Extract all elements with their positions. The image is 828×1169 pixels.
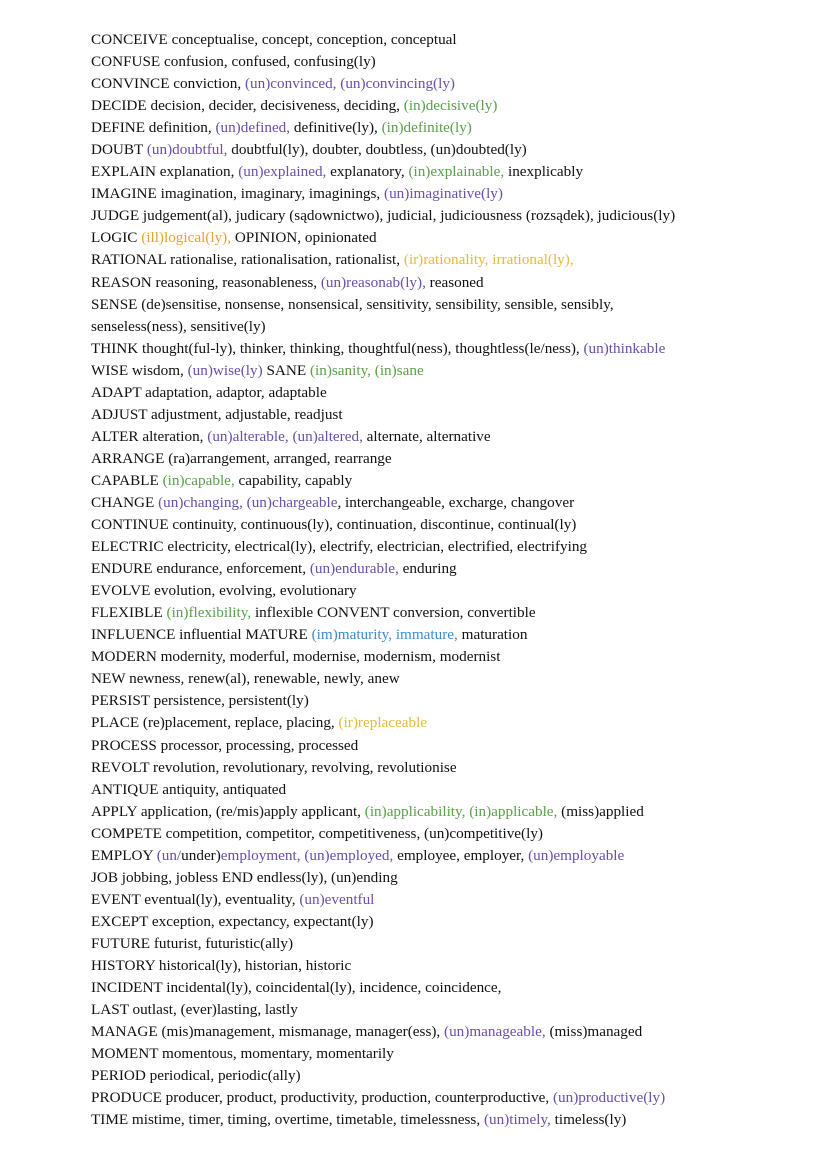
word-family-line bbox=[91, 470, 811, 492]
highlighted-word-form: (un)alterable, (un)altered, bbox=[207, 427, 363, 445]
word-family-line bbox=[91, 205, 811, 227]
word-family-list bbox=[91, 29, 811, 1131]
highlighted-word-form: (un)doubtful, bbox=[146, 141, 228, 159]
word-family-line bbox=[91, 1109, 811, 1131]
word-family-line bbox=[91, 602, 811, 624]
highlighted-word-form: (un)manageable, bbox=[444, 1023, 546, 1041]
word-family-line bbox=[91, 999, 811, 1021]
highlighted-word-form: (un)explained, bbox=[238, 163, 327, 181]
word-form-text: ALTER alteration, bbox=[91, 427, 208, 445]
word-form-text: PRODUCE producer, product, productivity, production, counterproductive, bbox=[91, 1089, 553, 1107]
word-form-text: DECIDE decision, decider, decisiveness, deciding, bbox=[91, 97, 404, 115]
highlighted-word-form: (un)reasonab(ly), bbox=[320, 273, 426, 291]
word-form-text: CONVINCE conviction, bbox=[91, 75, 245, 93]
highlighted-word-form: (un/ bbox=[156, 846, 182, 864]
word-form-text: SENSE (de)sensitise, nonsense, nonsensical, sensitivity, sensibility, sensible, sensibly, bbox=[91, 295, 614, 313]
word-form-text: SANE bbox=[262, 361, 310, 379]
highlighted-word-form: (un)wise(ly) bbox=[187, 361, 263, 379]
word-form-text: (miss)managed bbox=[545, 1023, 643, 1041]
word-family-line bbox=[91, 73, 811, 95]
word-form-text: INCIDENT incidental(ly), coincidental(ly), incidence, coincidence, bbox=[91, 979, 502, 997]
word-form-text: under) bbox=[181, 846, 221, 864]
word-form-text: MOMENT momentous, momentary, momentarily bbox=[91, 1045, 394, 1063]
highlighted-word-form: (un)thinkable bbox=[583, 339, 666, 357]
word-family-line bbox=[91, 1065, 811, 1087]
word-family-line bbox=[91, 558, 811, 580]
word-form-text: EXCEPT exception, expectancy, expectant(ly) bbox=[91, 912, 374, 930]
word-form-text: enduring bbox=[398, 560, 457, 578]
word-family-line bbox=[91, 779, 811, 801]
highlighted-word-form: (in)applicability, (in)applicable, bbox=[364, 802, 558, 820]
highlighted-word-form: (in)explainable, bbox=[408, 163, 505, 181]
word-family-line bbox=[91, 1021, 811, 1043]
word-form-text: ARRANGE (ra)arrangement, arranged, rearrange bbox=[91, 449, 392, 467]
highlighted-word-form: (un)productive(ly) bbox=[552, 1089, 666, 1107]
highlighted-word-form: (ir)rationality, irrational(ly), bbox=[403, 251, 574, 269]
word-family-line bbox=[91, 29, 811, 51]
word-form-text: timeless(ly) bbox=[550, 1111, 627, 1129]
highlighted-word-form: (un)employable bbox=[528, 846, 625, 864]
word-form-text: RATIONAL rationalise, rationalisation, rationalist, bbox=[91, 251, 404, 269]
word-family-line bbox=[91, 977, 811, 999]
word-family-line bbox=[91, 580, 811, 602]
highlighted-word-form: (ill)logical(ly), bbox=[141, 229, 232, 247]
highlighted-word-form: (un)eventful bbox=[299, 890, 375, 908]
word-form-text: ANTIQUE antiquity, antiquated bbox=[91, 780, 287, 798]
highlighted-word-form: (im)maturity, immature, bbox=[311, 626, 458, 644]
word-form-text: LAST outlast, (ever)lasting, lastly bbox=[91, 1001, 298, 1019]
word-form-text: employee, employer, bbox=[393, 846, 529, 864]
word-family-line bbox=[91, 668, 811, 690]
word-family-line bbox=[91, 426, 811, 448]
word-family-line bbox=[91, 272, 811, 294]
word-form-text: (miss)applied bbox=[557, 802, 644, 820]
word-form-text: ELECTRIC electricity, electrical(ly), electrify, electrician, electrified, electrifying bbox=[91, 538, 588, 556]
word-form-text: inflexible CONVENT conversion, convertible bbox=[251, 604, 536, 622]
word-family-line bbox=[91, 536, 811, 558]
word-family-line bbox=[91, 690, 811, 712]
word-form-text: EXPLAIN explanation, bbox=[91, 163, 239, 181]
word-form-text: explanatory, bbox=[326, 163, 409, 181]
word-form-text: EMPLOY bbox=[91, 846, 157, 864]
word-form-text: IMAGINE imagination, imaginary, imaginings, bbox=[91, 185, 385, 203]
word-form-text: MODERN modernity, moderful, modernise, modernism, modernist bbox=[91, 648, 501, 666]
highlighted-word-form: employment, (un)employed, bbox=[220, 846, 394, 864]
word-form-text: senseless(ness), sensitive(ly) bbox=[91, 317, 266, 335]
word-form-text: COMPETE competition, competitor, competitiveness, (un)competitive(ly) bbox=[91, 824, 543, 842]
word-family-line bbox=[91, 867, 811, 889]
word-form-text: DEFINE definition, bbox=[91, 119, 216, 137]
word-form-text: REVOLT revolution, revolutionary, revolving, revolutionise bbox=[91, 758, 457, 776]
word-form-text: doubtful(ly), doubter, doubtless, (un)doubted(ly) bbox=[227, 141, 527, 159]
highlighted-word-form: (un)defined, bbox=[215, 119, 291, 137]
word-family-line bbox=[91, 404, 811, 426]
word-form-text: NEW newness, renew(al), renewable, newly, anew bbox=[91, 670, 400, 688]
highlighted-word-form: (in)decisive(ly) bbox=[403, 97, 498, 115]
word-family-line bbox=[91, 624, 811, 646]
word-form-text: reasoned bbox=[425, 273, 484, 291]
word-form-text: CONCEIVE conceptualise, concept, conception, conceptual bbox=[91, 31, 457, 48]
word-family-line bbox=[91, 227, 811, 249]
word-form-text: PLACE (re)placement, replace, placing, bbox=[91, 714, 339, 732]
word-family-line bbox=[91, 955, 811, 977]
word-form-text: MANAGE (mis)management, mismanage, manager(ess), bbox=[91, 1023, 445, 1041]
word-family-line bbox=[91, 51, 811, 73]
word-family-line bbox=[91, 712, 811, 734]
word-family-line bbox=[91, 911, 811, 933]
highlighted-word-form: (in)definite(ly) bbox=[381, 119, 472, 137]
word-form-text: WISE wisdom, bbox=[91, 361, 188, 379]
highlighted-word-form: (in)flexibility, bbox=[166, 604, 252, 622]
word-family-line bbox=[91, 117, 811, 139]
word-family-line bbox=[91, 735, 811, 757]
highlighted-word-form: (in)sanity, (in)sane bbox=[309, 361, 424, 379]
word-family-line bbox=[91, 845, 811, 867]
word-form-text: LOGIC bbox=[91, 229, 142, 247]
word-family-line bbox=[91, 757, 811, 779]
word-form-text: PERSIST persistence, persistent(ly) bbox=[91, 692, 309, 710]
word-form-text: CHANGE bbox=[91, 493, 159, 511]
word-form-text: EVENT eventual(ly), eventuality, bbox=[91, 890, 300, 908]
word-family-line bbox=[91, 1087, 811, 1109]
highlighted-word-form: (un)timely, bbox=[483, 1111, 551, 1129]
word-form-text: , interchangeable, excharge, changover bbox=[337, 493, 575, 511]
word-form-text: THINK thought(ful-ly), thinker, thinking, thoughtful(ness), thoughtless(le/ness), bbox=[91, 339, 584, 357]
highlighted-word-form: (ir)replaceable bbox=[338, 714, 428, 732]
word-form-text: INFLUENCE influential MATURE bbox=[91, 626, 312, 644]
word-family-line bbox=[91, 933, 811, 955]
word-family-line bbox=[91, 514, 811, 536]
word-form-text: ADAPT adaptation, adaptor, adaptable bbox=[91, 383, 327, 401]
highlighted-word-form: (un)endurable, bbox=[309, 560, 399, 578]
word-form-text: TIME mistime, timer, timing, overtime, timetable, timelessness, bbox=[91, 1111, 484, 1129]
highlighted-word-form: (un)convinced, (un)convincing(ly) bbox=[244, 75, 455, 93]
word-form-text: HISTORY historical(ly), historian, historic bbox=[91, 956, 352, 974]
word-family-line bbox=[91, 448, 811, 470]
word-form-text: OPINION, opinionated bbox=[231, 229, 377, 247]
word-family-line bbox=[91, 294, 811, 316]
word-family-line bbox=[91, 382, 811, 404]
word-form-text: inexplicably bbox=[504, 163, 584, 181]
word-family-line bbox=[91, 1043, 811, 1065]
word-family-line bbox=[91, 161, 811, 183]
word-family-line bbox=[91, 823, 811, 845]
word-form-text: definitive(ly), bbox=[290, 119, 382, 137]
word-form-text: PROCESS processor, processing, processed bbox=[91, 736, 359, 754]
word-form-text: capability, capably bbox=[234, 471, 353, 489]
word-form-text: ADJUST adjustment, adjustable, readjust bbox=[91, 405, 343, 423]
word-form-text: APPLY application, (re/mis)apply applicant, bbox=[91, 802, 365, 820]
word-form-text: CONTINUE continuity, continuous(ly), continuation, discontinue, continual(ly) bbox=[91, 516, 577, 534]
word-family-line bbox=[91, 316, 811, 338]
word-form-text: CONFUSE confusion, confused, confusing(ly) bbox=[91, 53, 376, 71]
highlighted-word-form: (un)changing, (un)chargeable bbox=[158, 493, 338, 511]
word-form-text: CAPABLE bbox=[91, 471, 163, 489]
word-family-line bbox=[91, 360, 811, 382]
word-family-line bbox=[91, 95, 811, 117]
word-family-line bbox=[91, 183, 811, 205]
word-family-line bbox=[91, 889, 811, 911]
word-family-line bbox=[91, 139, 811, 161]
word-family-line bbox=[91, 249, 811, 271]
word-form-text: maturation bbox=[457, 626, 528, 644]
word-form-text: JOB jobbing, jobless END endless(ly), (un)ending bbox=[91, 868, 398, 886]
word-form-text: alternate, alternative bbox=[362, 427, 491, 445]
highlighted-word-form: (un)imaginative(ly) bbox=[384, 185, 503, 203]
highlighted-word-form: (in)capable, bbox=[162, 471, 235, 489]
word-family-line bbox=[91, 801, 811, 823]
word-form-text: EVOLVE evolution, evolving, evolutionary bbox=[91, 582, 357, 600]
word-family-line bbox=[91, 492, 811, 514]
word-form-text: FUTURE futurist, futuristic(ally) bbox=[91, 934, 294, 952]
word-form-text: JUDGE judgement(al), judicary (sądownictwo), judicial, judiciousness (rozsądek), judicious(ly) bbox=[91, 207, 676, 225]
word-family-line bbox=[91, 646, 811, 668]
word-form-text: PERIOD periodical, periodic(ally) bbox=[91, 1067, 301, 1085]
word-form-text: DOUBT bbox=[91, 141, 147, 159]
word-family-line bbox=[91, 338, 811, 360]
word-form-text: REASON reasoning, reasonableness, bbox=[91, 273, 321, 291]
word-form-text: FLEXIBLE bbox=[91, 604, 167, 622]
word-form-text: ENDURE endurance, enforcement, bbox=[91, 560, 310, 578]
